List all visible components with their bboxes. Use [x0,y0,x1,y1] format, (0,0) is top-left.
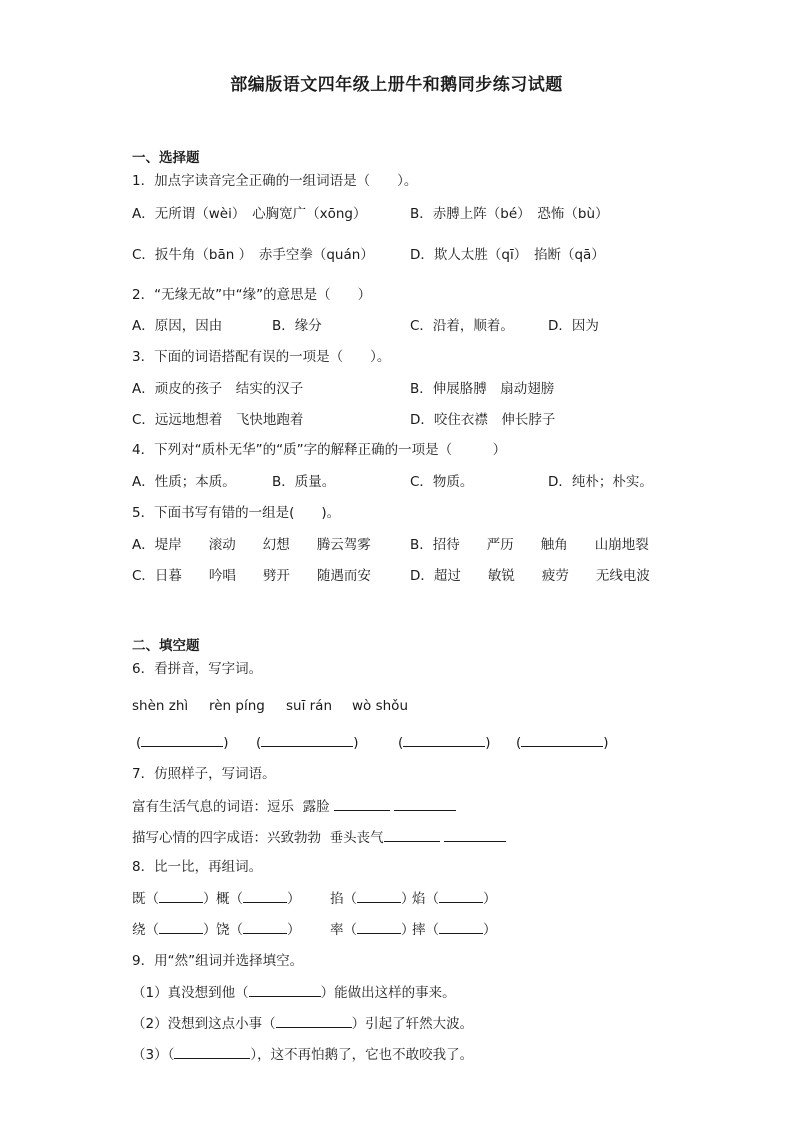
question-1-stem: 1．加点字读音完全正确的一组词语是（ ）。 [132,173,418,189]
q8-item-6[interactable]: 饶（ ） [216,922,301,938]
q6-blank-2[interactable]: ( ) [256,735,359,751]
q7-blank-2[interactable] [394,797,456,811]
q1-option-c[interactable]: C．扳牛角（bān ） 赤手空拳（quán） [132,247,374,263]
pinyin-4: wò shǒu [352,698,408,714]
q8-item-5[interactable]: 绕（ ） [132,922,217,938]
pinyin-3: suī rán [286,698,333,714]
section-heading-fill: 二、填空题 [132,638,200,654]
q8-item-1[interactable]: 既（ ） [132,891,217,907]
question-8-stem: 8．比一比，再组词。 [132,859,263,875]
q4-option-d[interactable]: D．纯朴；朴实。 [548,474,653,490]
q5-option-a[interactable]: A．堤岸 滚动 幻想 腾云驾雾 [132,537,371,553]
q7-line-1 [132,797,456,816]
q9-sentence-1: （1）真没想到他（ ）能做出这样的事来。 [132,985,456,1001]
q5-option-d[interactable]: D．超过 敏锐 疲劳 无线电波 [410,568,650,584]
q8-item-4[interactable]: 焰（ ） [412,891,497,907]
q1-option-d[interactable]: D．欺人太胜（qī） 掐断（qā） [410,247,605,263]
q3-option-a[interactable]: A．顽皮的孩子 结实的汉子 [132,381,304,397]
q5-option-b[interactable]: B．招待 严历 触角 山崩地裂 [410,537,649,553]
question-4-stem: 4．下列对“质朴无华”的“质”字的解释正确的一项是（ ） [132,442,507,458]
q9-sentence-2: （2）没想到这点小事（ ）引起了轩然大波。 [132,1016,474,1032]
q3-option-b[interactable]: B．伸展胳膊 扇动翅膀 [410,381,555,397]
q1-option-a[interactable]: A．无所谓（wèi） 心胸宽广（xōng） [132,206,367,222]
q2-option-c[interactable]: C．沿着，顺着。 [410,318,514,334]
q7-blank-3[interactable] [384,828,440,842]
q4-option-c[interactable]: C．物质。 [410,474,474,490]
q8-item-8[interactable]: 摔（ ） [412,922,497,938]
q9-blank-1[interactable] [249,983,321,997]
q5-option-c[interactable]: C．日暮 吟唱 劈开 随遇而安 [132,568,371,584]
q6-blank-1[interactable]: ( ) [136,735,229,751]
question-9-stem: 9．用“然”组词并选择填空。 [132,953,304,969]
q7-line-2-text: 描写心情的四字成语：兴致勃勃 垂头丧气 [132,830,384,846]
q9-blank-2[interactable] [276,1014,352,1028]
pinyin-1: shèn zhì [132,698,189,714]
question-3-stem: 3．下面的词语搭配有误的一项是（ ）。 [132,349,391,365]
q6-blank-3[interactable]: ( ) [398,735,491,751]
q1-option-b[interactable]: B．赤膊上阵（bé） 恐怖（bù） [410,206,609,222]
q7-blank-4[interactable] [444,828,506,842]
section-heading-choice: 一、选择题 [132,150,200,166]
question-5-stem: 5．下面书写有错的一组是( )。 [132,505,341,521]
q3-option-c[interactable]: C．远远地想着 飞快地跑着 [132,412,304,428]
q7-blank-1[interactable] [334,797,390,811]
q8-item-2[interactable]: 概（ ） [216,891,301,907]
q9-blank-3[interactable] [174,1045,250,1059]
q4-option-a[interactable]: A．性质；本质。 [132,474,236,490]
pinyin-2: rèn píng [209,698,265,714]
q6-blank-4[interactable]: ( ) [516,735,609,751]
page-title: 部编版语文四年级上册牛和鹅同步练习试题 [230,75,563,95]
q9-sentence-3: （3）（ ），这不再怕鹅了，它也不敢咬我了。 [132,1047,474,1063]
q7-line-1-text: 富有生活气息的词语：逗乐 露脸 [132,799,330,815]
q7-line-2 [132,828,506,847]
question-7-stem: 7．仿照样子，写词语。 [132,766,276,782]
q2-option-a[interactable]: A．原因，因由 [132,318,223,334]
q2-option-d[interactable]: D．因为 [548,318,599,334]
question-2-stem: 2．“无缘无故”中“缘”的意思是（ ） [132,287,372,303]
q4-option-b[interactable]: B．质量。 [272,474,336,490]
question-6-stem: 6．看拼音，写字词。 [132,661,263,677]
q2-option-b[interactable]: B．缘分 [272,318,322,334]
q8-item-3[interactable]: 掐（ ） [330,891,415,907]
q3-option-d[interactable]: D．咬住衣襟 伸长脖子 [410,412,556,428]
q8-item-7[interactable]: 率（ ） [330,922,415,938]
